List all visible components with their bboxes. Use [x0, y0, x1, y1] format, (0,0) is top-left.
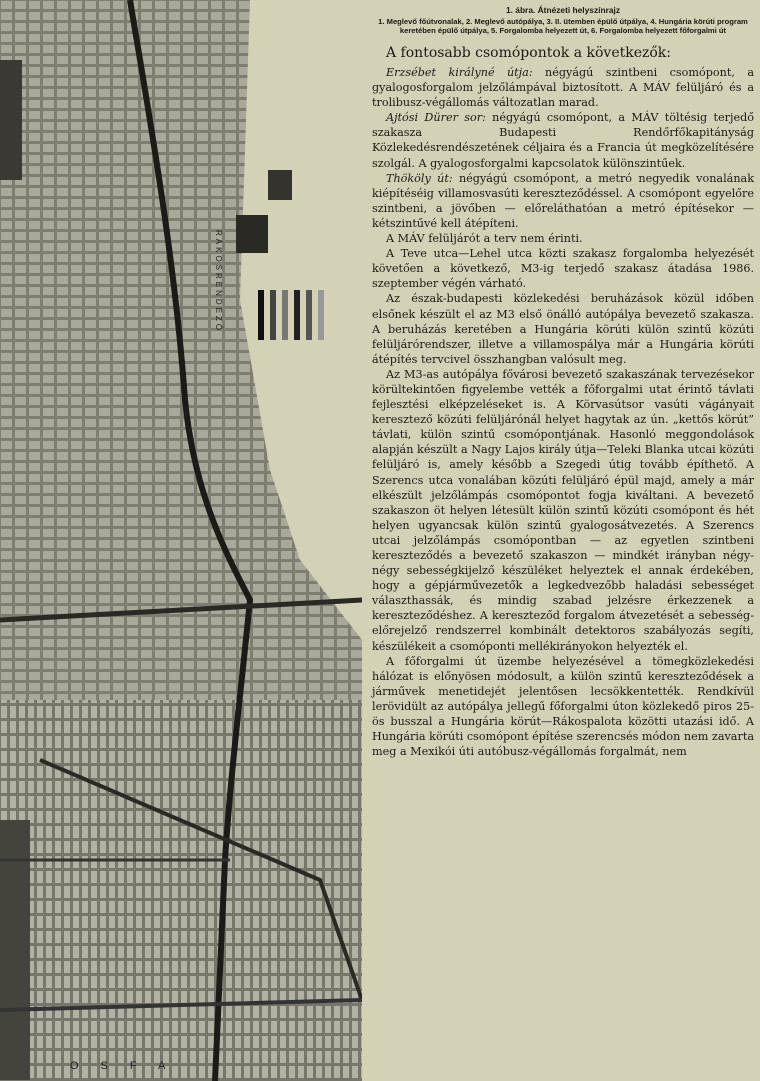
- map-street-label: RÁKOSRENDEZŐ: [214, 230, 223, 334]
- paragraph-lead: Erzsébet királyné útja:: [386, 66, 533, 79]
- figure-caption: [372, 6, 754, 35]
- intro-line: A fontosabb csomópontok a következők:: [386, 45, 672, 61]
- paragraph-lead: Thököly út:: [386, 171, 453, 185]
- paragraph: A főforgalmi út üzembe helyezésével a tömegközlekedési hálózat is előnyösen módosult, a külön szintű kereszteződések a járművek menetidejét jelentősen lecsökkentették. Rendkívül lerövidült az autópálya jellegű főforgalmi úton közlekedő piros 25-ös busszal a Hungária körút—Rákospalota közötti utazási idő. A Hungária körúti csomópont építése szerencsés módon nem zavarta meg a Mexikói úti autóbusz-végállomás forgalmát, nem: [372, 654, 754, 759]
- figure-legend: 1. Meglevő főútvonalak, 2. Meglevő autópálya, 3. II. ütemben épülő útpálya, 4. Hungária körúti program keretében épülő útpálya, 5. Forgalomba helyezett út, 6. Forgalomba helyezett főforgalmi út: [378, 17, 748, 35]
- paragraph: A Teve utca—Lehel utca közti szakasz forgalomba helyezését követően a következő, M3-ig terjedő szakasz átadása 1986. szeptember végén várható.: [372, 247, 754, 291]
- paragraph: Erzsébet királyné útja: négyágú szintbeni csomópont, a gyalogosforgalom jelzőlámpával biztosított. A MÁV felüljáró és a trolibusz-végállomás változatlan marad.: [372, 66, 754, 110]
- site-plan-map: [0, 0, 362, 1081]
- article-body: [372, 65, 754, 759]
- paragraph: A MÁV felüljárót a terv nem érinti.: [386, 232, 583, 246]
- map-bottom-label: OSFA: [70, 1060, 188, 1072]
- paragraph: Ajtósi Dürer sor: négyágú csomópont, a MÁV töltésig terjedő szakasza Budapesti Rendőrfőkapitányság Közlekedésrendészetének céljaira és a Francia út megközelítésére szolgál. A gyalogosforgalmi kapcsolatok különszintűek.: [372, 111, 754, 170]
- article-column: [372, 6, 754, 759]
- paragraph: Az észak-budapesti közlekedési beruházások közül időben elsőnek készült el az M3 első önálló autópálya bevezető szakasza. A beruházás keretében a Hungária körúti külön szintű közúti felüljárórendszer, illetve a villamospálya már a Hungária körúti átépítés tervcivel összhangban valósult meg.: [372, 292, 754, 366]
- map-drawing: [0, 0, 362, 1081]
- figure-title: 1. ábra. Átnézeti helyszínrajz: [505, 5, 621, 15]
- paragraph: Az M3-as autópálya fővárosi bevezető szakaszának tervezésekor körültekintően figyelembe vették a főforgalmi utat érintő távlati fejlesztési elképzeléseket is. A Körvasútsor vasúti vágányait keresztező közúti felüljárónál helyet hagytak az ún. „kettős körút” távlati, külön szintű csomópontjának. Hasonló meggondolások alapján készült a Nagy Lajos király útja—Teleki Blanka utcai közúti felüljáró is, amely később a Szegedi útig tovább építhető. A Szerencs utca vonalában közúti felüljáró épül majd, amely a már elkészült jelzőlámpás csomópontot fogja kiváltani. A bevezető szakaszon öt helyen létesült külön szintű közúti csomópont és hét helyen ugyancsak külön szintű gyalogosátvezetés. A Szerencs utcai jelzőlámpás csomópontban — az egyetlen szintbeni kereszteződés a bevezető szakaszon — mindkét irányban négy-négy sebességkijelző készüléket helyeztek el annak érdekében, hogy a gépjárművezetők a legkedvezőbb haladási sebességet választhassák, és mindig szabad jelzésre érkezzenek a kereszteződéshez. A kereszteződ forgalom átvezetését a sebesség-előrejelző rendszerrel kombinált detektoros szabályozás segíti, készülékeit a csomóponti mellékirányokon helyezték el.: [372, 367, 754, 653]
- paragraph-lead: Ajtósi Dürer sor:: [386, 111, 486, 125]
- paragraph: Thököly út: négyágú csomópont, a metró negyedik vonalának kiépítéséig villamosvasúti kereszteződéssel. A csomópont egyelőre szintbeni, a jövőben — előreláthatóan a metró építésekor — kétszintűvé kell átépíteni.: [372, 171, 754, 230]
